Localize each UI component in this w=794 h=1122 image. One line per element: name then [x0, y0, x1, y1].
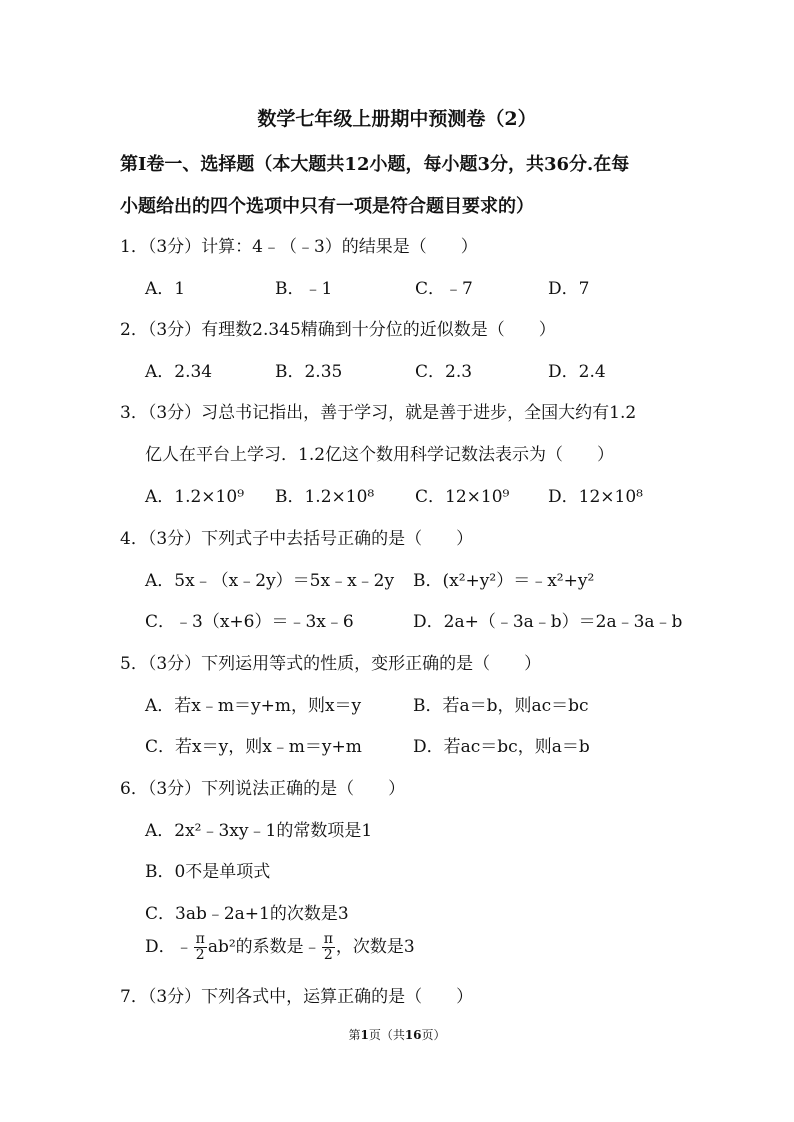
option-a: A．5x﹣（x﹣2y）＝5x﹣x﹣2y	[145, 571, 395, 591]
section-heading-line-1: 第Ⅰ卷一、选择题（本大题共12小题，每小题3分，共36分.在每	[120, 154, 630, 175]
option-b: B．﹣1	[275, 279, 333, 299]
fraction-denominator: 2	[195, 947, 205, 963]
pi-over-2-fraction	[194, 932, 207, 963]
option-d-middle: ab²的系数是﹣	[207, 937, 321, 957]
option-b: B．(x²+y²）＝﹣x²+y²	[413, 571, 595, 591]
option-d: D．7	[548, 279, 590, 299]
footer-prefix: 第	[348, 1028, 361, 1042]
question-2-stem: 2．（3分）有理数2.345精确到十分位的近似数是（ ）	[120, 320, 556, 340]
footer-total-pages: 16	[404, 1028, 422, 1042]
option-d: D．若ac＝bc，则a＝b	[413, 737, 590, 757]
option-a: A．1.2×10⁹	[145, 487, 245, 507]
option-c: C．﹣3（x+6）＝﹣3x﹣6	[145, 612, 354, 632]
option-a: A．若x﹣m＝y+m，则x＝y	[145, 696, 362, 716]
option-b: B．2.35	[275, 362, 343, 382]
option-d: D．2.4	[548, 362, 606, 382]
page-title: 数学七年级上册期中预测卷（2）	[257, 108, 537, 130]
option-a: A．1	[145, 279, 186, 299]
question-6-option-b: B．0不是单项式	[145, 862, 271, 882]
question-5-stem: 5．（3分）下列运用等式的性质，变形正确的是（ ）	[120, 654, 542, 674]
pi-over-2-fraction	[322, 932, 335, 963]
option-c: C．2.3	[415, 362, 473, 382]
question-3-stem-continued: 亿人在平台上学习．1.2亿这个数用科学记数法表示为（ ）	[145, 445, 615, 465]
option-c: C．﹣7	[415, 279, 473, 299]
footer-page-number: 1	[360, 1028, 369, 1042]
question-6-option-d	[145, 932, 690, 963]
option-d-suffix: ，次数是3	[335, 937, 415, 957]
question-4-stem: 4．（3分）下列式子中去括号正确的是（ ）	[120, 529, 474, 549]
option-d-prefix: D．﹣	[145, 937, 193, 957]
section-heading-line-2: 小题给出的四个选项中只有一项是符合题目要求的）	[120, 196, 534, 217]
fraction-denominator: 2	[323, 947, 333, 963]
option-a: A．2.34	[145, 362, 213, 382]
fraction-numerator: π	[323, 931, 333, 947]
option-b: B．若a＝b，则ac＝bc	[413, 696, 589, 716]
option-d: D．12×10⁸	[548, 487, 643, 507]
option-c: C．12×10⁹	[415, 487, 510, 507]
option-d: D．2a+（﹣3a﹣b）＝2a﹣3a﹣b	[413, 612, 683, 632]
question-6-option-c: C．3ab﹣2a+1的次数是3	[145, 904, 349, 924]
question-6-stem: 6．（3分）下列说法正确的是（ ）	[120, 779, 406, 799]
question-6-option-a: A．2x²﹣3xy﹣1的常数项是1	[145, 821, 373, 841]
question-1-stem: 1．（3分）计算：4﹣（﹣3）的结果是（ ）	[120, 237, 478, 257]
footer-suffix: 页）	[421, 1028, 446, 1042]
option-c: C．若x＝y，则x﹣m＝y+m	[145, 737, 362, 757]
page-footer	[0, 1026, 794, 1043]
question-3-stem: 3．（3分）习总书记指出，善于学习，就是善于进步，全国大约有1.2	[120, 403, 637, 423]
question-7-stem: 7．（3分）下列各式中，运算正确的是（ ）	[120, 987, 474, 1007]
option-b: B．1.2×10⁸	[275, 487, 375, 507]
fraction-numerator: π	[195, 931, 205, 947]
footer-middle: 页（共	[368, 1028, 405, 1042]
